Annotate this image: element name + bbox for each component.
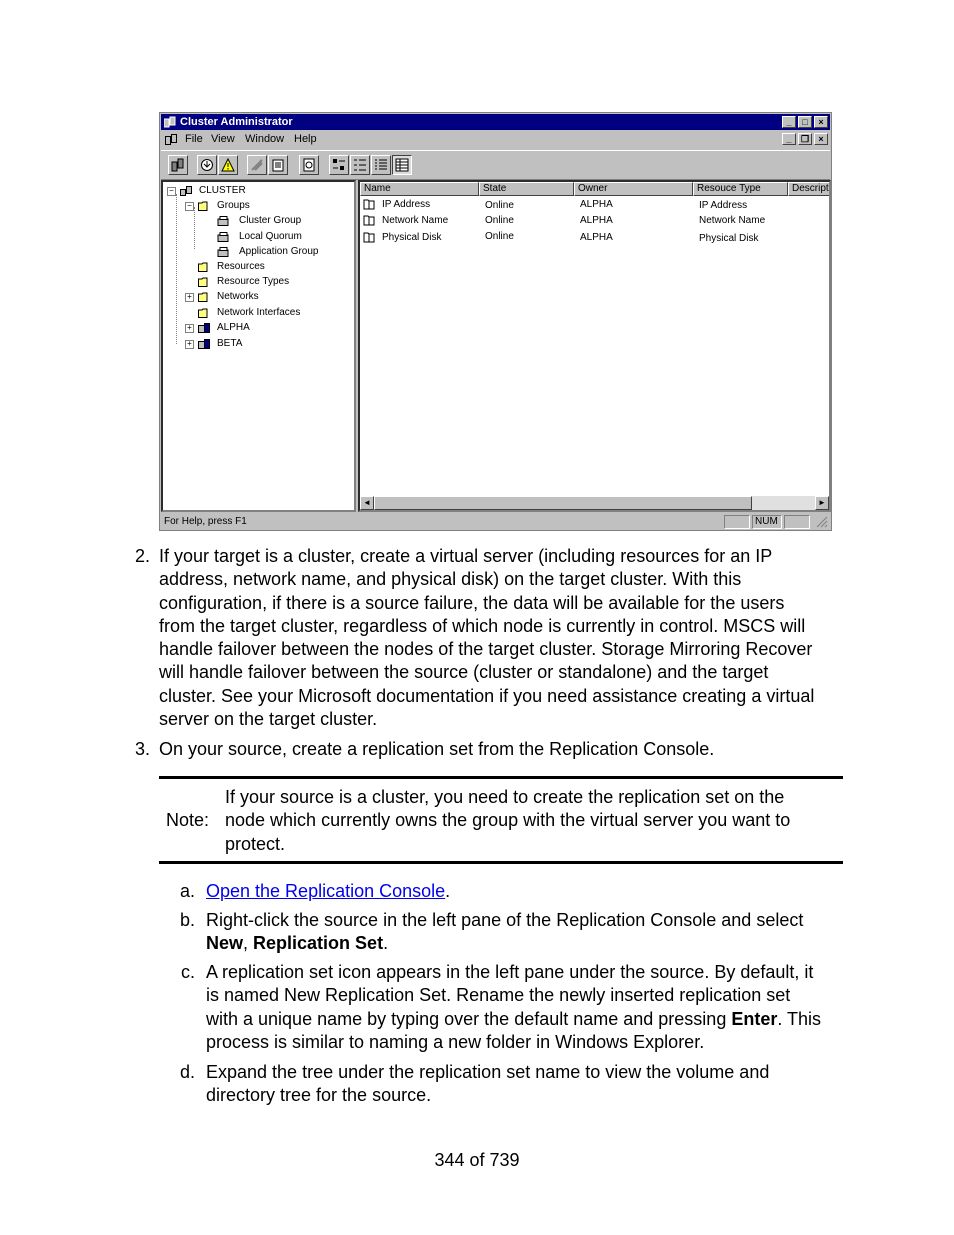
small-icons-button[interactable] xyxy=(350,155,370,175)
cell-owner: ALPHA xyxy=(580,215,613,226)
tree-item-cluster-group[interactable] xyxy=(203,215,353,227)
tree-item-local-quorum[interactable] xyxy=(203,231,353,243)
list-icon xyxy=(374,158,388,172)
expand-icon[interactable]: + xyxy=(185,293,194,302)
online-icon xyxy=(200,158,214,172)
resource-icon xyxy=(363,232,375,243)
bring-online-button[interactable] xyxy=(197,155,217,175)
child-minimize-button[interactable]: _ xyxy=(782,133,796,145)
text-line: If your source is a cluster, you need to create the replication set on the xyxy=(225,787,785,807)
substep-letter: c. xyxy=(180,962,195,982)
tree-label: Resources xyxy=(217,261,265,272)
text-line: A replication set icon appears in the left pane under the source. By default, it xyxy=(206,962,814,982)
open-folder-icon xyxy=(198,201,210,211)
cluster-administrator-window xyxy=(159,112,832,531)
large-icons-icon xyxy=(332,158,346,172)
close-button[interactable]: × xyxy=(814,116,828,128)
text-line: will handle failover between the source (cluster or standalone) and the target xyxy=(159,662,769,683)
document-icon xyxy=(165,134,178,145)
tree-label: Local Quorum xyxy=(239,231,302,242)
minimize-button[interactable]: _ xyxy=(782,116,796,128)
tree-item-networks[interactable] xyxy=(185,291,345,303)
substep-letter: b. xyxy=(179,910,195,930)
child-restore-button[interactable]: ❐ xyxy=(798,133,812,145)
server-icon xyxy=(198,323,210,333)
menu-window[interactable]: Window xyxy=(245,133,285,145)
text-line xyxy=(206,1008,856,1031)
menu-bar xyxy=(161,131,830,148)
substep-letter: a. xyxy=(179,881,195,901)
folder-icon xyxy=(198,292,210,302)
tree-item-cluster[interactable] xyxy=(167,185,347,197)
resize-grip-icon[interactable] xyxy=(816,516,828,528)
page-number: 344 of 739 xyxy=(434,1150,520,1170)
refresh-icon xyxy=(302,158,316,172)
cell-owner: ALPHA xyxy=(580,232,613,243)
text-line: cluster. See your Microsoft documentation if you need assistance creating a virtual xyxy=(159,685,815,706)
delete-icon xyxy=(250,158,264,172)
details-icon xyxy=(395,158,409,172)
horizontal-scrollbar[interactable] xyxy=(360,496,829,510)
cell-state: Online xyxy=(485,231,514,242)
column-header-state[interactable]: State xyxy=(479,182,574,196)
scroll-right-button[interactable]: ► xyxy=(815,496,829,510)
large-icons-button[interactable] xyxy=(329,155,349,175)
text-line xyxy=(206,932,856,955)
delete-button[interactable] xyxy=(247,155,267,175)
substep-letter: d. xyxy=(179,1062,195,1082)
tree-item-resources[interactable] xyxy=(185,261,345,273)
text-line: Right-click the source in the left pane of the Replication Console and select xyxy=(206,910,804,930)
scroll-thumb[interactable] xyxy=(374,496,752,510)
collapse-icon[interactable]: − xyxy=(185,202,194,211)
status-panel xyxy=(784,515,810,529)
tree-line xyxy=(194,207,195,249)
open-replication-console-link[interactable]: Open the Replication Console xyxy=(206,881,446,901)
tree-label: Application Group xyxy=(239,246,319,257)
properties-icon xyxy=(271,158,285,172)
text-line: handle failover between the nodes of the target cluster. Storage Mirroring Recover xyxy=(159,639,813,660)
refresh-button[interactable] xyxy=(299,155,319,175)
text-span: with a unique name by typing over the default name and pressing xyxy=(206,1008,732,1029)
text-line: server on the target cluster. xyxy=(159,709,378,730)
tree-item-resource-types[interactable] xyxy=(185,276,345,288)
folder-icon xyxy=(198,308,210,318)
cluster-icon xyxy=(180,186,192,196)
menu-view[interactable]: View xyxy=(211,133,235,145)
column-header-description[interactable]: Descript xyxy=(788,182,831,196)
list-view-button[interactable] xyxy=(371,155,391,175)
tree-item-groups[interactable] xyxy=(185,200,345,212)
expand-icon[interactable]: + xyxy=(185,324,194,333)
cell-owner: ALPHA xyxy=(580,199,613,210)
step-3-text: On your source, create a replication set from the Replication Console. xyxy=(159,739,715,759)
menu-term: Replication Set xyxy=(253,933,384,954)
text-line: Expand the tree under the replication set name to view the volume and xyxy=(206,1062,770,1082)
cell-name: Physical Disk xyxy=(382,232,442,243)
status-bar xyxy=(161,514,830,530)
tree-label: BETA xyxy=(217,338,243,349)
cell-type: IP Address xyxy=(699,200,748,211)
tree-item-network-interfaces[interactable] xyxy=(185,307,345,319)
properties-button[interactable] xyxy=(268,155,288,175)
menu-term: New xyxy=(206,933,244,954)
expand-icon[interactable]: + xyxy=(185,340,194,349)
status-panel xyxy=(724,515,750,529)
maximize-button[interactable]: □ xyxy=(798,116,812,128)
tree-label: Networks xyxy=(217,291,259,302)
tree-label: Cluster Group xyxy=(239,215,302,226)
substep-a xyxy=(206,880,450,903)
cell-state: Online xyxy=(485,215,514,226)
menu-help[interactable]: Help xyxy=(294,133,317,145)
tree-label: Groups xyxy=(217,200,250,211)
text-line: configuration, if there is a source failure, the data will be available for the users xyxy=(159,592,785,613)
details-view-button[interactable] xyxy=(392,155,412,175)
cell-name: IP Address xyxy=(382,199,431,210)
window-title: Cluster Administrator xyxy=(180,116,293,128)
column-header-resource-type[interactable]: Resouce Type xyxy=(693,182,788,196)
resource-icon xyxy=(363,199,375,210)
substep-c xyxy=(206,961,856,1054)
step-number: 3. xyxy=(134,739,150,759)
key-term: Enter xyxy=(731,1008,778,1029)
status-help-text: For Help, press F1 xyxy=(164,516,247,527)
text-line: process is similar to naming a new folder in Windows Explorer. xyxy=(206,1031,705,1052)
tree-label: CLUSTER xyxy=(199,185,246,196)
tree-label: Network Interfaces xyxy=(217,307,301,318)
warning-icon xyxy=(221,158,235,172)
scroll-left-button[interactable]: ◄ xyxy=(360,496,374,510)
substep-d xyxy=(206,1061,856,1108)
tree-item-beta[interactable] xyxy=(185,338,345,350)
text-line: address, network name, and physical disk) on the target cluster. With this xyxy=(159,569,742,590)
tree-line xyxy=(176,194,177,344)
take-offline-button[interactable] xyxy=(218,155,238,175)
text-line: node which currently owns the group with the virtual server you want to xyxy=(225,810,791,831)
server-icon xyxy=(198,339,210,349)
open-connection-button[interactable] xyxy=(168,155,188,175)
text-line: from the target cluster, regardless of which node is currently in control. MSCS will xyxy=(159,615,806,636)
cluster-app-icon xyxy=(164,116,176,128)
cell-name: Network Name xyxy=(382,215,449,226)
tree-label: ALPHA xyxy=(217,322,250,333)
step-number: 2. xyxy=(134,546,150,566)
text-span: . This xyxy=(777,1008,822,1029)
toolbar xyxy=(161,150,830,180)
cell-type: Physical Disk xyxy=(699,233,759,244)
cluster-icon xyxy=(171,158,185,172)
folder-icon xyxy=(198,262,210,272)
folder-icon xyxy=(198,277,210,287)
group-icon xyxy=(217,247,229,257)
column-header-owner[interactable]: Owner xyxy=(574,182,693,196)
cell-type: Network Name xyxy=(699,215,766,226)
note-label: Note: xyxy=(166,810,210,830)
tree-label: Resource Types xyxy=(217,276,290,287)
tree-item-alpha[interactable] xyxy=(185,322,345,334)
punctuation: . xyxy=(383,933,389,954)
cell-state: Online xyxy=(485,200,514,211)
group-icon xyxy=(217,232,229,242)
note-top-rule xyxy=(159,776,843,779)
title-bar xyxy=(161,114,830,130)
text-line: If your target is a cluster, create a virtual server (including resources for an IP xyxy=(159,546,773,566)
resource-list-pane xyxy=(358,180,831,512)
resource-icon xyxy=(363,215,375,226)
small-icons-icon xyxy=(353,158,367,172)
step-2-text xyxy=(159,545,859,731)
collapse-icon[interactable]: − xyxy=(167,187,176,196)
text-line: directory tree for the source. xyxy=(206,1085,432,1106)
child-close-button[interactable]: × xyxy=(814,133,828,145)
text-line: is named New Replication Set. Rename the newly inserted replication set xyxy=(206,985,791,1006)
punctuation: . xyxy=(445,881,451,901)
group-icon xyxy=(217,216,229,226)
text-line: protect. xyxy=(225,833,286,854)
status-num: NUM xyxy=(752,515,782,529)
note-bottom-rule xyxy=(159,861,843,864)
note-text xyxy=(225,786,835,856)
menu-file[interactable]: File xyxy=(185,133,203,145)
tree-pane xyxy=(161,180,356,512)
substep-b xyxy=(206,909,856,956)
tree-item-application-group[interactable] xyxy=(203,246,353,258)
separator: , xyxy=(243,933,254,954)
column-header-name[interactable]: Name xyxy=(360,182,479,196)
